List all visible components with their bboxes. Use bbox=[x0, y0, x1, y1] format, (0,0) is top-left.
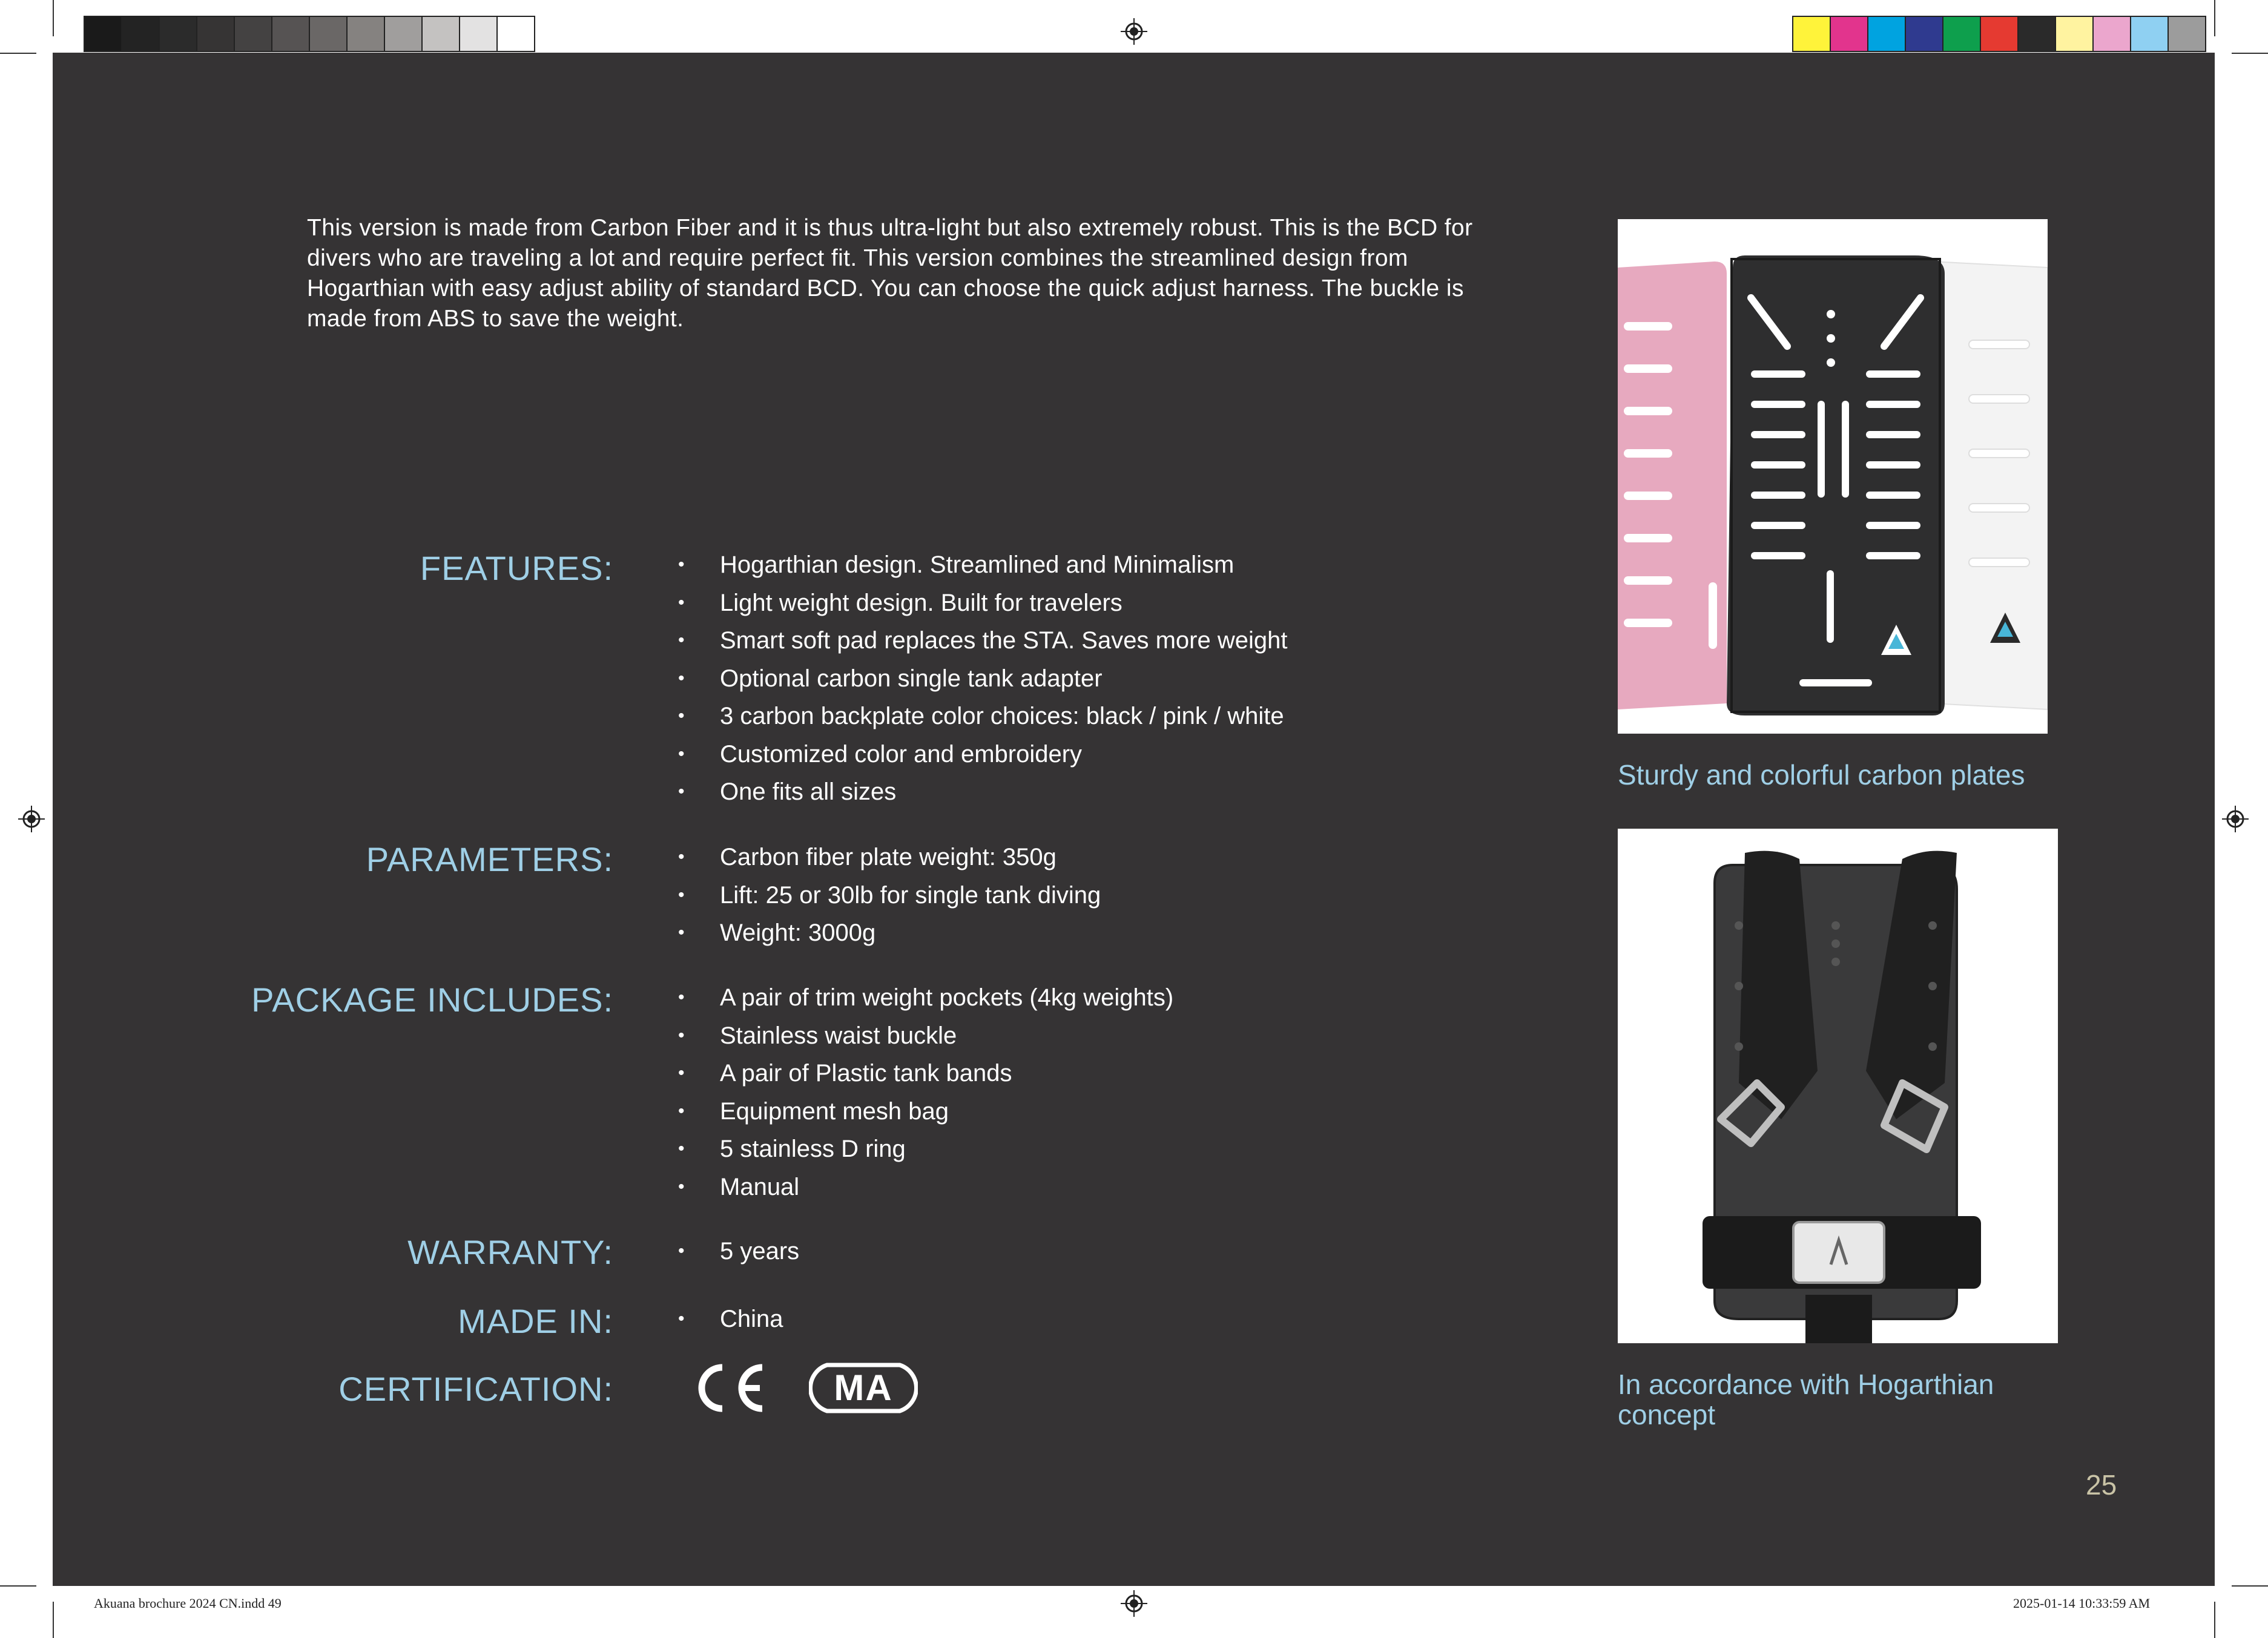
crop-mark bbox=[2232, 1585, 2268, 1587]
slug-right: 2025-01-14 10:33:59 AM bbox=[2013, 1596, 2151, 1611]
list-item: • Customized color and embroidery bbox=[678, 739, 1287, 777]
parameters-list bbox=[678, 842, 1101, 956]
list-item: • Light weight design. Built for travelers bbox=[678, 588, 1287, 626]
warranty-heading: WARRANTY: bbox=[407, 1233, 613, 1271]
list-item: • China bbox=[678, 1304, 783, 1342]
plates-caption: Sturdy and colorful carbon plates bbox=[1618, 759, 2025, 791]
intro-paragraph: This version is made from Carbon Fiber and it is thus ultra-light but also extremely robust. This is the BCD for divers who are traveling a lot and require perfect fit. This version combines the streamlined design from Hogarthian with easy adjust ability of standard BCD. You can choose the quick adjust harness. The buckle is made from ABS to save the weight. bbox=[307, 215, 1473, 332]
list-item: • Equipment mesh bag bbox=[678, 1096, 1173, 1134]
made-in-list bbox=[678, 1304, 783, 1342]
carbon-plates-photo bbox=[1618, 219, 2048, 734]
list-item: • Optional carbon single tank adapter bbox=[678, 663, 1287, 702]
page-number: 25 bbox=[2086, 1469, 2117, 1501]
list-item: • One fits all sizes bbox=[678, 777, 1287, 815]
package-list bbox=[678, 982, 1173, 1209]
list-item: • Hogarthian design. Streamlined and Minimalism bbox=[678, 550, 1287, 588]
ce-mark-icon bbox=[687, 1359, 767, 1420]
list-item: • Carbon fiber plate weight: 350g bbox=[678, 842, 1101, 880]
registration-mark-icon bbox=[2222, 806, 2249, 832]
crop-mark bbox=[2214, 1602, 2215, 1638]
color-calibration-bar bbox=[1792, 16, 2205, 52]
list-item: • Manual bbox=[678, 1172, 1173, 1210]
crop-mark bbox=[53, 1602, 54, 1638]
package-heading: PACKAGE INCLUDES: bbox=[251, 981, 613, 1019]
made-in-heading: MADE IN: bbox=[458, 1302, 613, 1340]
registration-mark-icon bbox=[18, 806, 45, 832]
registration-mark-icon bbox=[1121, 18, 1147, 45]
list-item: • 5 stainless D ring bbox=[678, 1134, 1173, 1172]
list-item: • 3 carbon backplate color choices: black / pink / white bbox=[678, 701, 1287, 739]
crop-mark bbox=[2232, 53, 2268, 54]
harness-photo bbox=[1618, 829, 2058, 1343]
crop-mark bbox=[0, 53, 36, 54]
list-item: • Smart soft pad replaces the STA. Saves more weight bbox=[678, 625, 1287, 663]
list-item: • Lift: 25 or 30lb for single tank diving bbox=[678, 880, 1101, 918]
svg-text:MA: MA bbox=[834, 1367, 893, 1408]
warranty-list bbox=[678, 1236, 799, 1274]
certification-heading: CERTIFICATION: bbox=[338, 1370, 613, 1408]
slug-left: Akuana brochure 2024 CN.indd 49 bbox=[94, 1596, 282, 1611]
crop-mark bbox=[53, 0, 54, 36]
parameters-heading: PARAMETERS: bbox=[366, 840, 613, 878]
list-item: • Weight: 3000g bbox=[678, 918, 1101, 956]
cma-mark-icon bbox=[809, 1359, 918, 1420]
list-item: • Stainless waist buckle bbox=[678, 1021, 1173, 1059]
gray-calibration-bar bbox=[84, 16, 534, 52]
crop-mark bbox=[0, 1585, 36, 1587]
features-list bbox=[678, 550, 1287, 815]
crop-mark bbox=[2214, 0, 2215, 36]
list-item: • 5 years bbox=[678, 1236, 799, 1274]
list-item: • A pair of Plastic tank bands bbox=[678, 1058, 1173, 1096]
list-item: • A pair of trim weight pockets (4kg weights) bbox=[678, 982, 1173, 1021]
harness-caption: In accordance with Hogarthian concept bbox=[1618, 1369, 1994, 1430]
features-heading: FEATURES: bbox=[420, 549, 613, 587]
registration-mark-icon bbox=[1121, 1590, 1147, 1617]
